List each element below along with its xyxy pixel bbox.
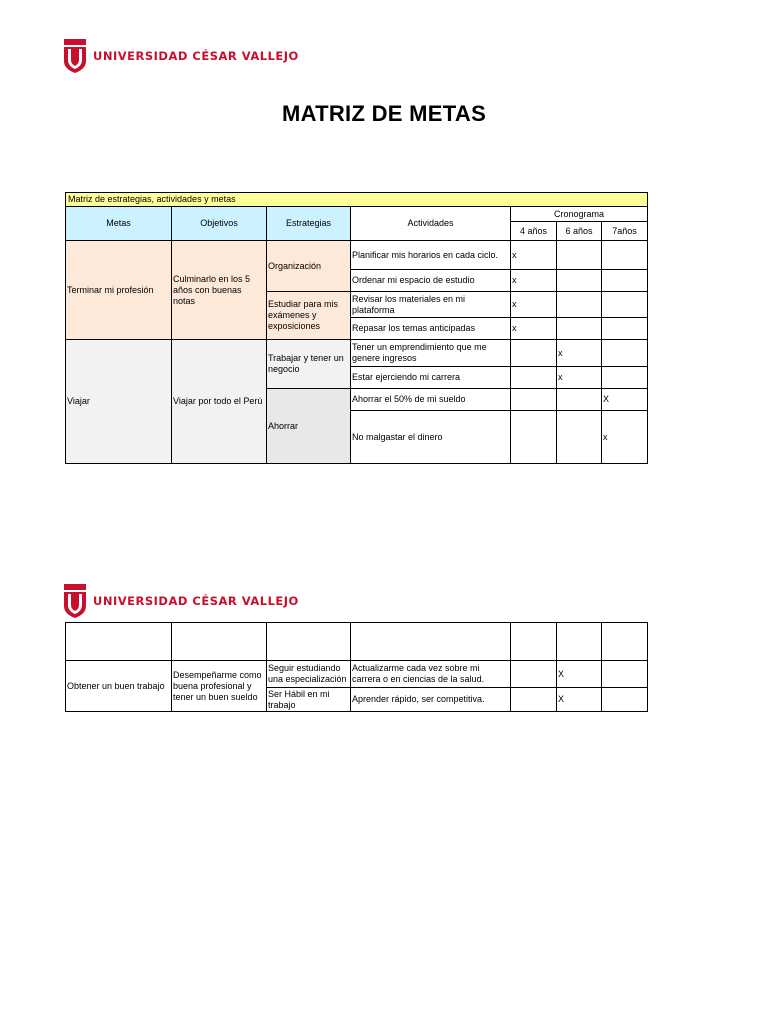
page-title: MATRIZ DE METAS xyxy=(281,101,487,126)
schedule-mark-6y: x xyxy=(557,340,602,367)
activity-cell: Aprender rápido, ser competitiva. xyxy=(351,688,511,712)
schedule-empty xyxy=(602,661,648,688)
activity-cell: Actualizarme cada vez sobre mi carrera o en ciencias de la salud. xyxy=(351,661,511,688)
schedule-empty xyxy=(557,241,602,270)
schedule-empty xyxy=(602,340,648,367)
activity-cell: No malgastar el dinero xyxy=(351,411,511,464)
strategy-cell: Estudiar para mis exámenes y exposiciones xyxy=(267,292,351,340)
schedule-empty xyxy=(557,318,602,340)
strategy-cell: Ser Hábil en mi trabajo xyxy=(267,688,351,712)
empty-cell xyxy=(172,623,267,661)
strategy-cell: Seguir estudiando una especialización xyxy=(267,661,351,688)
schedule-mark-7y: X xyxy=(602,389,648,411)
schedule-empty xyxy=(511,411,557,464)
schedule-mark-4y: x xyxy=(511,318,557,340)
empty-cell xyxy=(66,623,172,661)
schedule-empty xyxy=(602,270,648,292)
goal-cell: Obtener un buen trabajo xyxy=(66,661,172,712)
activity-cell: Estar ejerciendo mi carrera xyxy=(351,367,511,389)
schedule-empty xyxy=(602,688,648,712)
schedule-empty xyxy=(557,292,602,318)
schedule-empty xyxy=(557,411,602,464)
schedule-empty xyxy=(511,340,557,367)
header-metas: Metas xyxy=(66,207,172,241)
goals-matrix-table-continued xyxy=(65,622,648,712)
header-row xyxy=(66,207,648,222)
university-logo xyxy=(64,39,299,73)
header-6-years: 6 años xyxy=(557,222,602,241)
university-name: UNIVERSIDAD CÉSAR VALLEJO xyxy=(93,594,299,608)
table-caption: Matriz de estrategias, actividades y metas xyxy=(66,193,648,207)
goal-cell: Terminar mi profesión xyxy=(66,241,172,340)
goal-cell: Viajar xyxy=(66,340,172,464)
schedule-mark-6y: X xyxy=(557,661,602,688)
empty-cell xyxy=(602,623,648,661)
header-actividades: Actividades xyxy=(351,207,511,241)
empty-cell xyxy=(267,623,351,661)
schedule-mark-4y: x xyxy=(511,292,557,318)
strategy-cell: Organización xyxy=(267,241,351,292)
header-4-years: 4 años xyxy=(511,222,557,241)
activity-cell: Repasar los temas anticipadas xyxy=(351,318,511,340)
strategy-cell: Trabajar y tener un negocio xyxy=(267,340,351,389)
objective-cell: Culminarlo en los 5 años con buenas notas xyxy=(172,241,267,340)
schedule-mark-4y: x xyxy=(511,241,557,270)
ucv-shield-icon xyxy=(64,584,86,618)
schedule-empty xyxy=(557,270,602,292)
table-row-empty xyxy=(66,623,648,661)
schedule-mark-4y: x xyxy=(511,270,557,292)
table-row xyxy=(66,340,648,367)
activity-cell: Planificar mis horarios en cada ciclo. xyxy=(351,241,511,270)
header-cronograma: Cronograma xyxy=(511,207,648,222)
schedule-empty xyxy=(602,241,648,270)
goals-matrix-table xyxy=(65,192,648,464)
schedule-mark-6y: X xyxy=(557,688,602,712)
schedule-empty xyxy=(602,318,648,340)
header-estrategias: Estrategias xyxy=(267,207,351,241)
schedule-mark-6y: x xyxy=(557,367,602,389)
schedule-empty xyxy=(511,688,557,712)
empty-cell xyxy=(557,623,602,661)
header-objetivos: Objetivos xyxy=(172,207,267,241)
objective-cell: Desempeñarme como buena profesional y tener un buen sueldo xyxy=(172,661,267,712)
activity-cell: Revisar los materiales en mi plataforma xyxy=(351,292,511,318)
strategy-cell: Ahorrar xyxy=(267,389,351,464)
activity-cell: Tener un emprendimiento que me genere ingresos xyxy=(351,340,511,367)
activity-cell: Ahorrar el 50% de mi sueldo xyxy=(351,389,511,411)
schedule-empty xyxy=(557,389,602,411)
table-row xyxy=(66,661,648,688)
ucv-shield-icon xyxy=(64,39,86,73)
schedule-empty xyxy=(511,661,557,688)
schedule-empty xyxy=(511,389,557,411)
empty-cell xyxy=(351,623,511,661)
university-name: UNIVERSIDAD CÉSAR VALLEJO xyxy=(93,49,299,63)
university-logo xyxy=(64,584,299,618)
objective-cell: Viajar por todo el Perú xyxy=(172,340,267,464)
empty-cell xyxy=(511,623,557,661)
schedule-mark-7y: x xyxy=(602,411,648,464)
header-7-years: 7años xyxy=(602,222,648,241)
activity-cell: Ordenar mi espacio de estudio xyxy=(351,270,511,292)
schedule-empty xyxy=(602,367,648,389)
schedule-empty xyxy=(602,292,648,318)
schedule-empty xyxy=(511,367,557,389)
table-row xyxy=(66,241,648,270)
caption-row xyxy=(66,193,648,207)
